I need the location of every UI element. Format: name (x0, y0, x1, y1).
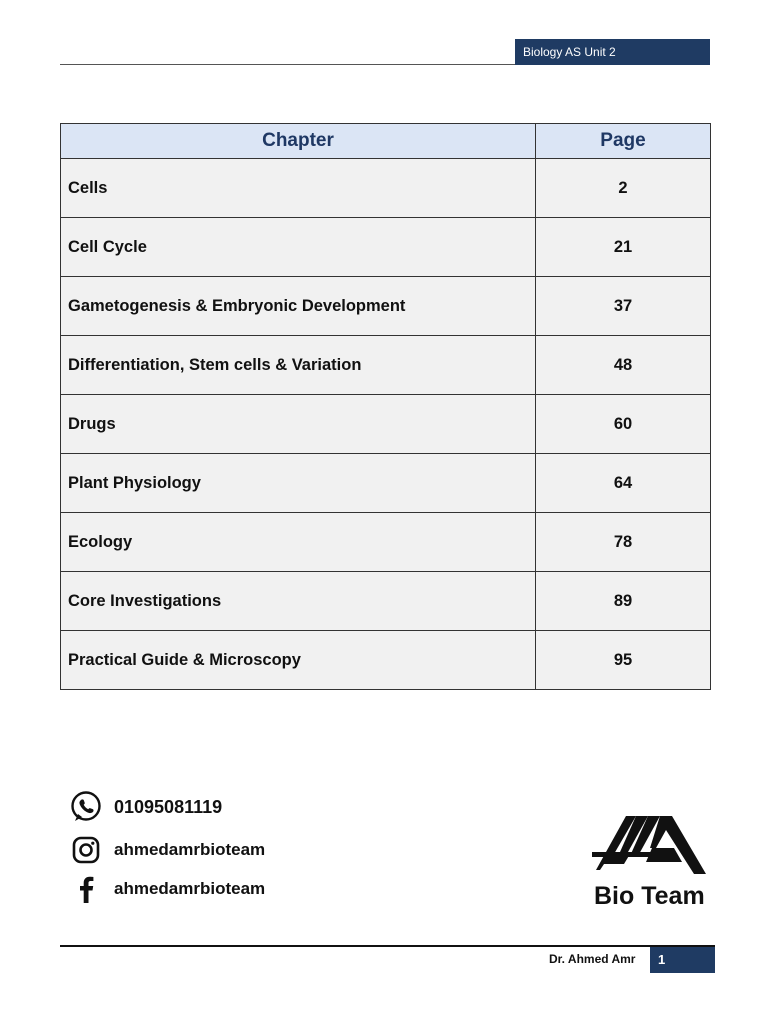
table-header-row (61, 124, 711, 159)
chapter-cell: Core Investigations (61, 572, 536, 631)
instagram-handle: ahmedamrbioteam (114, 840, 266, 859)
table-row (61, 277, 711, 336)
page-cell: 2 (536, 159, 711, 218)
contact-facebook[interactable] (68, 872, 265, 906)
chapter-cell: Differentiation, Stem cells & Variation (61, 336, 536, 395)
contents-table (60, 123, 711, 690)
whatsapp-icon (68, 790, 104, 824)
footer-author: Dr. Ahmed Amr (549, 952, 636, 966)
bio-team-logo-mark (590, 812, 720, 884)
logo-text: Bio Team (594, 882, 705, 910)
chapter-cell: Gametogenesis & Embryonic Development (61, 277, 536, 336)
chapter-cell: Ecology (61, 513, 536, 572)
chapter-cell: Cell Cycle (61, 218, 536, 277)
page-cell: 48 (536, 336, 711, 395)
header-tag: Biology AS Unit 2 (515, 39, 710, 65)
page-cell: 89 (536, 572, 711, 631)
instagram-icon (68, 833, 104, 867)
chapter-cell: Plant Physiology (61, 454, 536, 513)
table-row (61, 159, 711, 218)
footer-rule (60, 945, 715, 947)
facebook-icon (68, 872, 104, 906)
page-cell: 64 (536, 454, 711, 513)
table-row (61, 631, 711, 690)
table-row (61, 513, 711, 572)
chapter-cell: Cells (61, 159, 536, 218)
column-header-chapter: Chapter (61, 124, 536, 159)
table-row (61, 454, 711, 513)
page-cell: 37 (536, 277, 711, 336)
facebook-handle: ahmedamrbioteam (114, 879, 266, 898)
chapter-cell: Practical Guide & Microscopy (61, 631, 536, 690)
phone-number: 01095081119 (114, 796, 223, 817)
page-cell: 95 (536, 631, 711, 690)
page-cell: 78 (536, 513, 711, 572)
chapter-cell: Drugs (61, 395, 536, 454)
page-cell: 21 (536, 218, 711, 277)
page-number: 1 (650, 947, 715, 973)
page-cell: 60 (536, 395, 711, 454)
bio-team-logo (590, 812, 720, 912)
table-row (61, 395, 711, 454)
table-row (61, 218, 711, 277)
table-row (61, 336, 711, 395)
contact-instagram[interactable] (68, 833, 265, 867)
contact-phone[interactable] (68, 790, 222, 824)
column-header-page: Page (536, 124, 711, 159)
table-row (61, 572, 711, 631)
